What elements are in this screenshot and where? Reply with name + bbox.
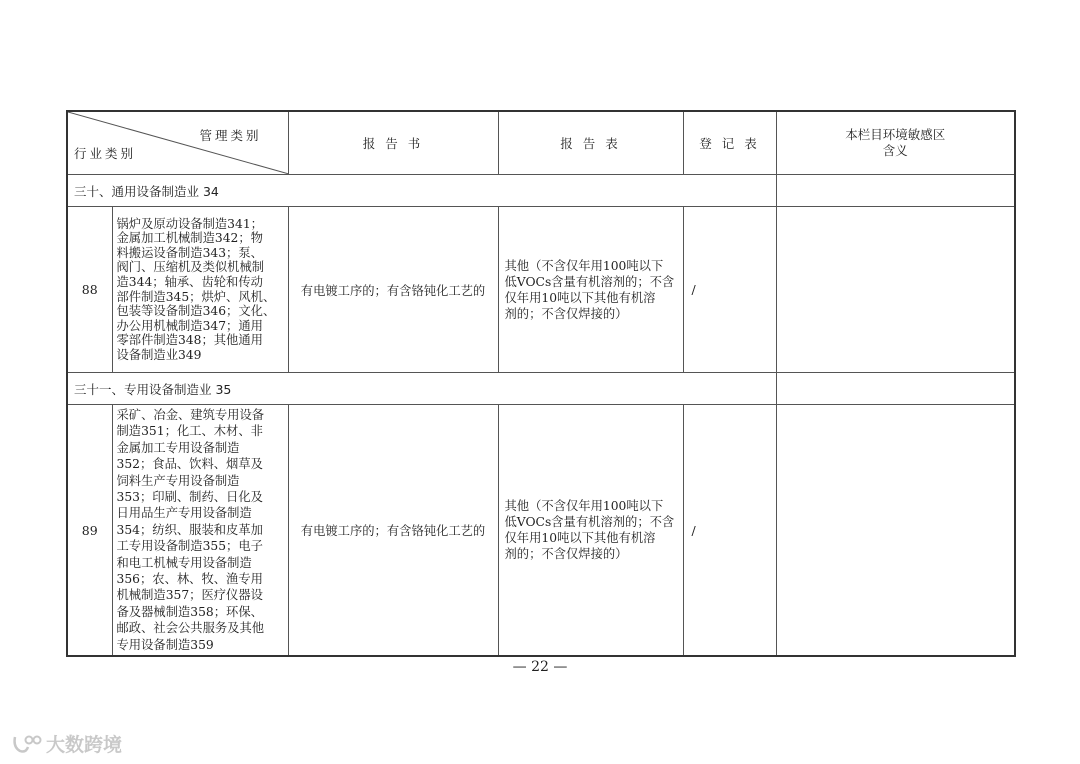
registration-form-cell: /	[683, 207, 776, 373]
description-line: 零部件制造348；其他通用	[116, 333, 263, 348]
section-title: 三十一、专用设备制造业 35	[67, 373, 776, 405]
section-row	[67, 175, 1015, 207]
section-empty-cell	[776, 175, 1015, 207]
management-category-label: 管理类别	[199, 128, 262, 143]
section-row	[67, 373, 1015, 405]
report-form-line: 仅年用10吨以下其他有机溶	[504, 531, 656, 546]
description-line: 锅炉及原动设备制造341；	[116, 216, 263, 231]
description-line: 阀门、压缩机及类似机械制	[116, 260, 265, 275]
report-form-line: 剂的；不含仅焊接的）	[504, 547, 628, 562]
table-row	[67, 405, 1015, 657]
industry-description	[112, 207, 288, 373]
watermark-logo-icon	[12, 733, 42, 755]
report-form-line: 其他（不含仅年用100吨以下	[504, 258, 664, 273]
table-header-row	[67, 111, 1015, 175]
section-empty-cell	[776, 373, 1015, 405]
watermark	[12, 730, 122, 757]
description-line: 专用设备制造359	[116, 637, 214, 652]
report-form-cell	[498, 405, 683, 657]
row-number: 89	[67, 405, 112, 657]
report-form-line: 仅年用10吨以下其他有机溶	[504, 290, 656, 305]
registration-form-cell: /	[683, 405, 776, 657]
header-registration-form: 登 记 表	[683, 111, 776, 175]
description-line: 机械制造357；医疗仪器设	[116, 588, 263, 603]
description-line: 办公用机械制造347；通用	[116, 318, 263, 333]
description-line: 设备制造业349	[116, 347, 202, 362]
description-line: 制造351；化工、木材、非	[116, 424, 263, 439]
description-line: 备及器械制造358；环保、	[116, 604, 263, 619]
industry-description	[112, 405, 288, 657]
description-line: 和电工机械专用设备制造	[116, 555, 252, 570]
report-book-cell: 有电镀工序的；有含铬钝化工艺的	[288, 207, 498, 373]
report-book-cell: 有电镀工序的；有含铬钝化工艺的	[288, 405, 498, 657]
report-form-line: 低VOCs含量有机溶剂的；不含	[504, 274, 675, 289]
sensitive-area-cell	[776, 405, 1015, 657]
header-sensitive-area-line2: 含义	[882, 143, 908, 158]
description-line: 日用品生产专用设备制造	[116, 506, 252, 521]
diagonal-header-cell	[67, 111, 288, 175]
description-line: 包装等设备制造346；文化、	[116, 304, 276, 319]
page-number: — 22 —	[512, 659, 568, 675]
classification-table	[66, 110, 1016, 657]
table-row	[67, 207, 1015, 373]
header-sensitive-area-line1: 本栏目环境敏感区	[845, 127, 946, 142]
description-line: 金属加工专用设备制造	[116, 440, 240, 455]
description-line: 料搬运设备制造343；泵、	[116, 245, 263, 260]
report-form-line: 其他（不含仅年用100吨以下	[504, 499, 664, 514]
watermark-text: 大数跨境	[46, 734, 123, 756]
row-number: 88	[67, 207, 112, 373]
report-form-line: 剂的；不含仅焊接的）	[504, 306, 628, 321]
description-line: 造344；轴承、齿轮和传动	[116, 274, 263, 289]
header-report-book: 报 告 书	[288, 111, 498, 175]
description-line: 353；印刷、制药、日化及	[116, 490, 263, 505]
header-sensitive-area	[776, 111, 1015, 175]
description-line: 邮政、社会公共服务及其他	[116, 621, 265, 636]
report-form-cell	[498, 207, 683, 373]
description-line: 354；纺织、服装和皮革加	[116, 522, 263, 537]
description-line: 部件制造345；烘炉、风机、	[116, 289, 276, 304]
sensitive-area-cell	[776, 207, 1015, 373]
description-line: 饲料生产专用设备制造	[116, 473, 240, 488]
description-line: 工专用设备制造355；电子	[116, 539, 263, 554]
description-line: 采矿、冶金、建筑专用设备	[116, 408, 265, 422]
industry-category-label: 行业类别	[74, 146, 137, 161]
report-form-line: 低VOCs含量有机溶剂的；不含	[504, 515, 675, 530]
description-line: 356；农、林、牧、渔专用	[116, 572, 263, 587]
description-line: 352；食品、饮料、烟草及	[116, 457, 263, 472]
header-report-form: 报 告 表	[498, 111, 683, 175]
description-line: 金属加工机械制造342；物	[116, 231, 263, 246]
section-title: 三十、通用设备制造业 34	[67, 175, 776, 207]
